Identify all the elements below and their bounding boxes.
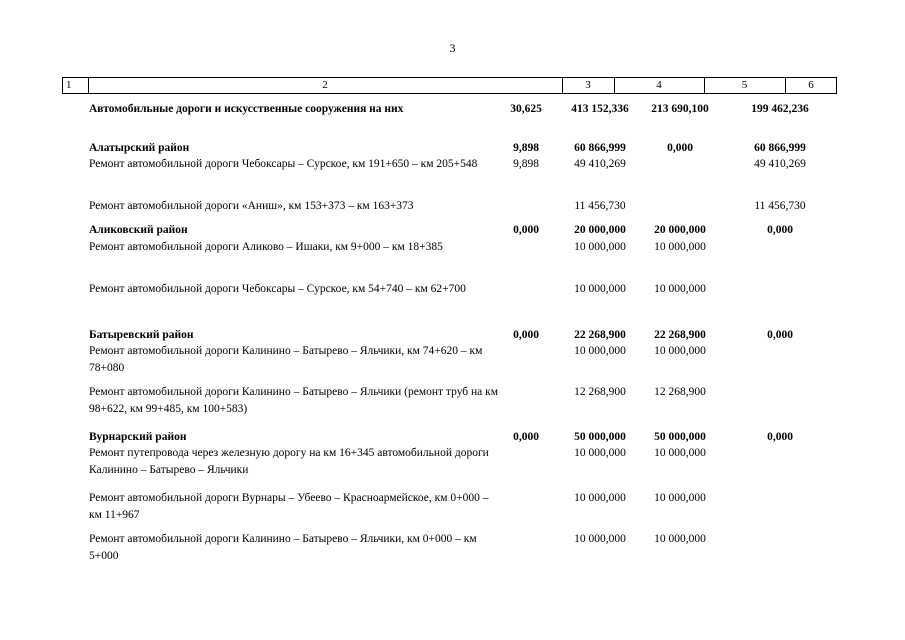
item-col-4: 10 000,000 [574,492,626,504]
district-col-3: 0,000 [513,329,539,341]
item-col-6: 11 456,730 [754,200,806,212]
item-name: Ремонт автомобильной дороги Калинино – Батырево – Яльчики, км 74+620 – км 78+080 [89,345,483,374]
header-col-1: 1 [66,79,72,91]
district-col-6: 60 866,999 [754,142,806,154]
district-col-4: 60 866,999 [574,142,626,154]
header-col-4: 4 [656,79,662,91]
district-col-3: 0,000 [513,224,539,236]
header-col-3: 3 [585,79,591,91]
district-name: Вурнарский район [89,431,187,443]
item-col-4: 10 000,000 [574,533,626,545]
item-col-4: 10 000,000 [574,345,626,357]
item-col-3: 9,898 [513,158,539,170]
district-col-5: 0,000 [667,142,693,154]
item-col-4: 49 410,269 [574,158,626,170]
district-col-4: 50 000,000 [574,431,626,443]
district-col-5: 50 000,000 [654,431,706,443]
district-name: Аликовский район [89,224,188,236]
district-col-5: 22 268,900 [654,329,706,341]
table-header [62,77,837,94]
item-col-6: 49 410,269 [754,158,806,170]
total-col-3: 30,625 [510,103,542,115]
item-name: Ремонт автомобильной дороги Аликово – Ишаки, км 9+000 – км 18+385 [89,241,443,253]
page-number: 3 [449,41,456,55]
district-col-3: 9,898 [513,142,539,154]
district-col-6: 0,000 [767,224,793,236]
item-name: Ремонт автомобильной дороги Чебоксары – Сурское, км 191+650 – км 205+548 [89,158,478,170]
item-name: Ремонт автомобильной дороги Калинино – Батырево – Яльчики (ремонт труб на км 98+622, км 99+485, км 100+583) [89,386,499,415]
district-col-6: 0,000 [767,329,793,341]
district-col-4: 22 268,900 [574,329,626,341]
item-col-5: 10 000,000 [654,283,706,295]
item-name: Ремонт путепровода через железную дорогу на км 16+345 автомобильной дороги Калинино – Батырево – Яльчики [89,447,489,476]
item-col-4: 10 000,000 [574,283,626,295]
district-col-3: 0,000 [513,431,539,443]
item-col-5: 10 000,000 [654,447,706,459]
item-name: Ремонт автомобильной дороги Вурнары – Убеево – Красноармейское, км 0+000 – км 11+967 [89,492,489,521]
total-col-4: 413 152,336 [571,103,629,115]
district-name: Алатырский район [89,142,190,154]
item-col-4: 10 000,000 [574,447,626,459]
header-col-6: 6 [808,79,814,91]
header-col-5: 5 [741,79,748,91]
item-name: Ремонт автомобильной дороги Калинино – Батырево – Яльчики, км 0+000 – км 5+000 [89,533,477,562]
district-name: Батыревский район [89,329,194,341]
item-col-5: 10 000,000 [654,241,706,253]
total-name: Автомобильные дороги и искусственные сооружения на них [89,103,404,115]
item-col-5: 10 000,000 [654,492,706,504]
item-col-4: 10 000,000 [574,241,626,253]
header-col-2: 2 [322,79,328,91]
item-col-4: 12 268,900 [574,386,626,398]
item-col-5: 10 000,000 [654,345,706,357]
item-col-5: 12 268,900 [654,386,706,398]
item-col-5: 10 000,000 [654,533,706,545]
total-col-6: 199 462,236 [751,103,809,115]
item-name: Ремонт автомобильной дороги «Аниш», км 153+373 – км 163+373 [89,200,414,212]
district-col-6: 0,000 [767,431,793,443]
district-col-4: 20 000,000 [574,224,626,236]
district-col-5: 20 000,000 [654,224,706,236]
total-col-5: 213 690,100 [651,103,709,115]
item-col-4: 11 456,730 [574,200,626,212]
item-name: Ремонт автомобильной дороги Чебоксары – Сурское, км 54+740 – км 62+700 [89,283,466,295]
